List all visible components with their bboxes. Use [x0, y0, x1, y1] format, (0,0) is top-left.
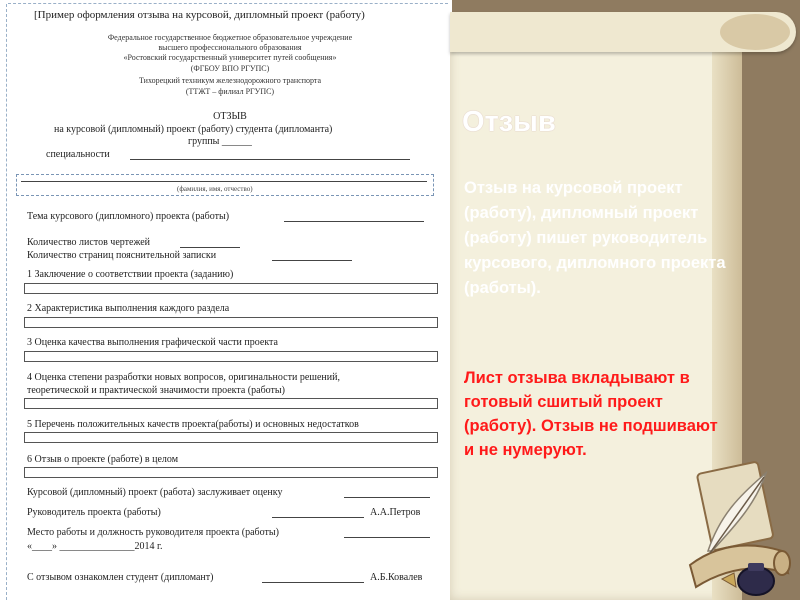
scroll-top-curl	[720, 14, 790, 50]
date-line: «____» _______________2014 г.	[27, 541, 163, 552]
specialty-line	[130, 159, 410, 160]
section-2-label: 2 Характеристика выполнения каждого раздела	[27, 303, 230, 314]
grade-label: Курсовой (дипломный) проект (работа) заслуживает оценку	[27, 487, 283, 498]
student-name-box	[16, 174, 434, 196]
scroll-end-icon	[774, 551, 790, 575]
org-line-4: (ФГБОУ ВПО РГУПС)	[190, 64, 270, 73]
document-top-border	[8, 3, 448, 4]
pages-line	[272, 260, 352, 261]
section-5-label: 5 Перечень положительных качеств проекта(работы) и основных недостатков	[27, 419, 359, 430]
section-1-label: 1 Заключение о соответствии проекта (заданию)	[27, 269, 234, 280]
supervisor-label: Руководитель проекта (работы)	[27, 507, 161, 518]
section-3-label: 3 Оценка качества выполнения графической части проекта	[27, 337, 278, 348]
org-line-6: (ТТЖТ – филиал РГУПС)	[185, 87, 275, 96]
panel-paragraph-1: Отзыв на курсовой проект (работу), дипломный проект (работу) пишет руководитель курсового, дипломного проекта (работы).	[464, 179, 726, 297]
org-line-1: Федеральное государственное бюджетное образовательное учреждение	[107, 33, 353, 42]
supervisor-sign-line	[272, 517, 364, 518]
student-name: А.Б.Ковалев	[370, 572, 423, 583]
panel-title: Отзыв	[462, 106, 556, 138]
supervisor-name: А.А.Петров	[370, 507, 421, 518]
sheets-label: Количество листов чертежей	[27, 237, 151, 248]
section-4-label: 4 Оценка степени разработки новых вопросов, оригинальности решений,	[27, 372, 340, 383]
specialty-label: специальности	[46, 149, 110, 160]
section-3-line	[24, 351, 438, 362]
document-left-border	[6, 4, 8, 600]
student-sign-line	[262, 582, 364, 583]
ink-pot-icon	[738, 567, 774, 595]
theme-line	[284, 221, 424, 222]
workplace-label: Место работы и должность руководителя проекта (работы)	[27, 527, 279, 538]
theme-label: Тема курсового (дипломного) проекта (работы)	[27, 211, 230, 222]
student-label: С отзывом ознакомлен студент (дипломант)	[27, 572, 214, 583]
org-line-2: высшего профессионального образования	[158, 43, 302, 52]
org-line-3: «Ростовский государственный университет путей сообщения»	[123, 53, 337, 62]
ink-pot-neck-icon	[748, 563, 764, 571]
section-1-line	[24, 283, 438, 294]
section-4-line	[24, 398, 438, 409]
grade-line	[344, 497, 430, 498]
student-name-line	[21, 181, 427, 182]
workplace-line	[344, 537, 430, 538]
section-6-label: 6 Отзыв о проекте (работе) в целом	[27, 454, 179, 465]
sheets-line	[180, 247, 240, 248]
pages-label: Количество страниц пояснительной записки	[27, 250, 217, 261]
org-line-5: Тихорецкий техникум железнодорожного транспорта	[138, 76, 322, 85]
quill-scroll-illustration	[670, 455, 800, 600]
document-caption: [Пример оформления отзыва на курсовой, дипломный проект (работу)	[34, 9, 365, 21]
section-6-line	[24, 467, 438, 478]
group-label: группы ______	[188, 136, 252, 147]
document-heading: ОТЗЫВ	[213, 111, 247, 122]
panel-paragraph-2: Лист отзыва вкладывают в готовый сшитый проект (работу). Отзыв не подшивают и не нумеруют.	[464, 369, 718, 459]
name-hint: (фамилия, имя, отчество)	[177, 185, 253, 193]
section-2-line	[24, 317, 438, 328]
section-4-label-cont: теоретической и практической значимости проекта (работы)	[27, 385, 285, 396]
seal-icon	[722, 573, 736, 587]
document-subheading: на курсовой (дипломный) проект (работу) студента (дипломанта)	[54, 124, 333, 135]
section-5-line	[24, 432, 438, 443]
